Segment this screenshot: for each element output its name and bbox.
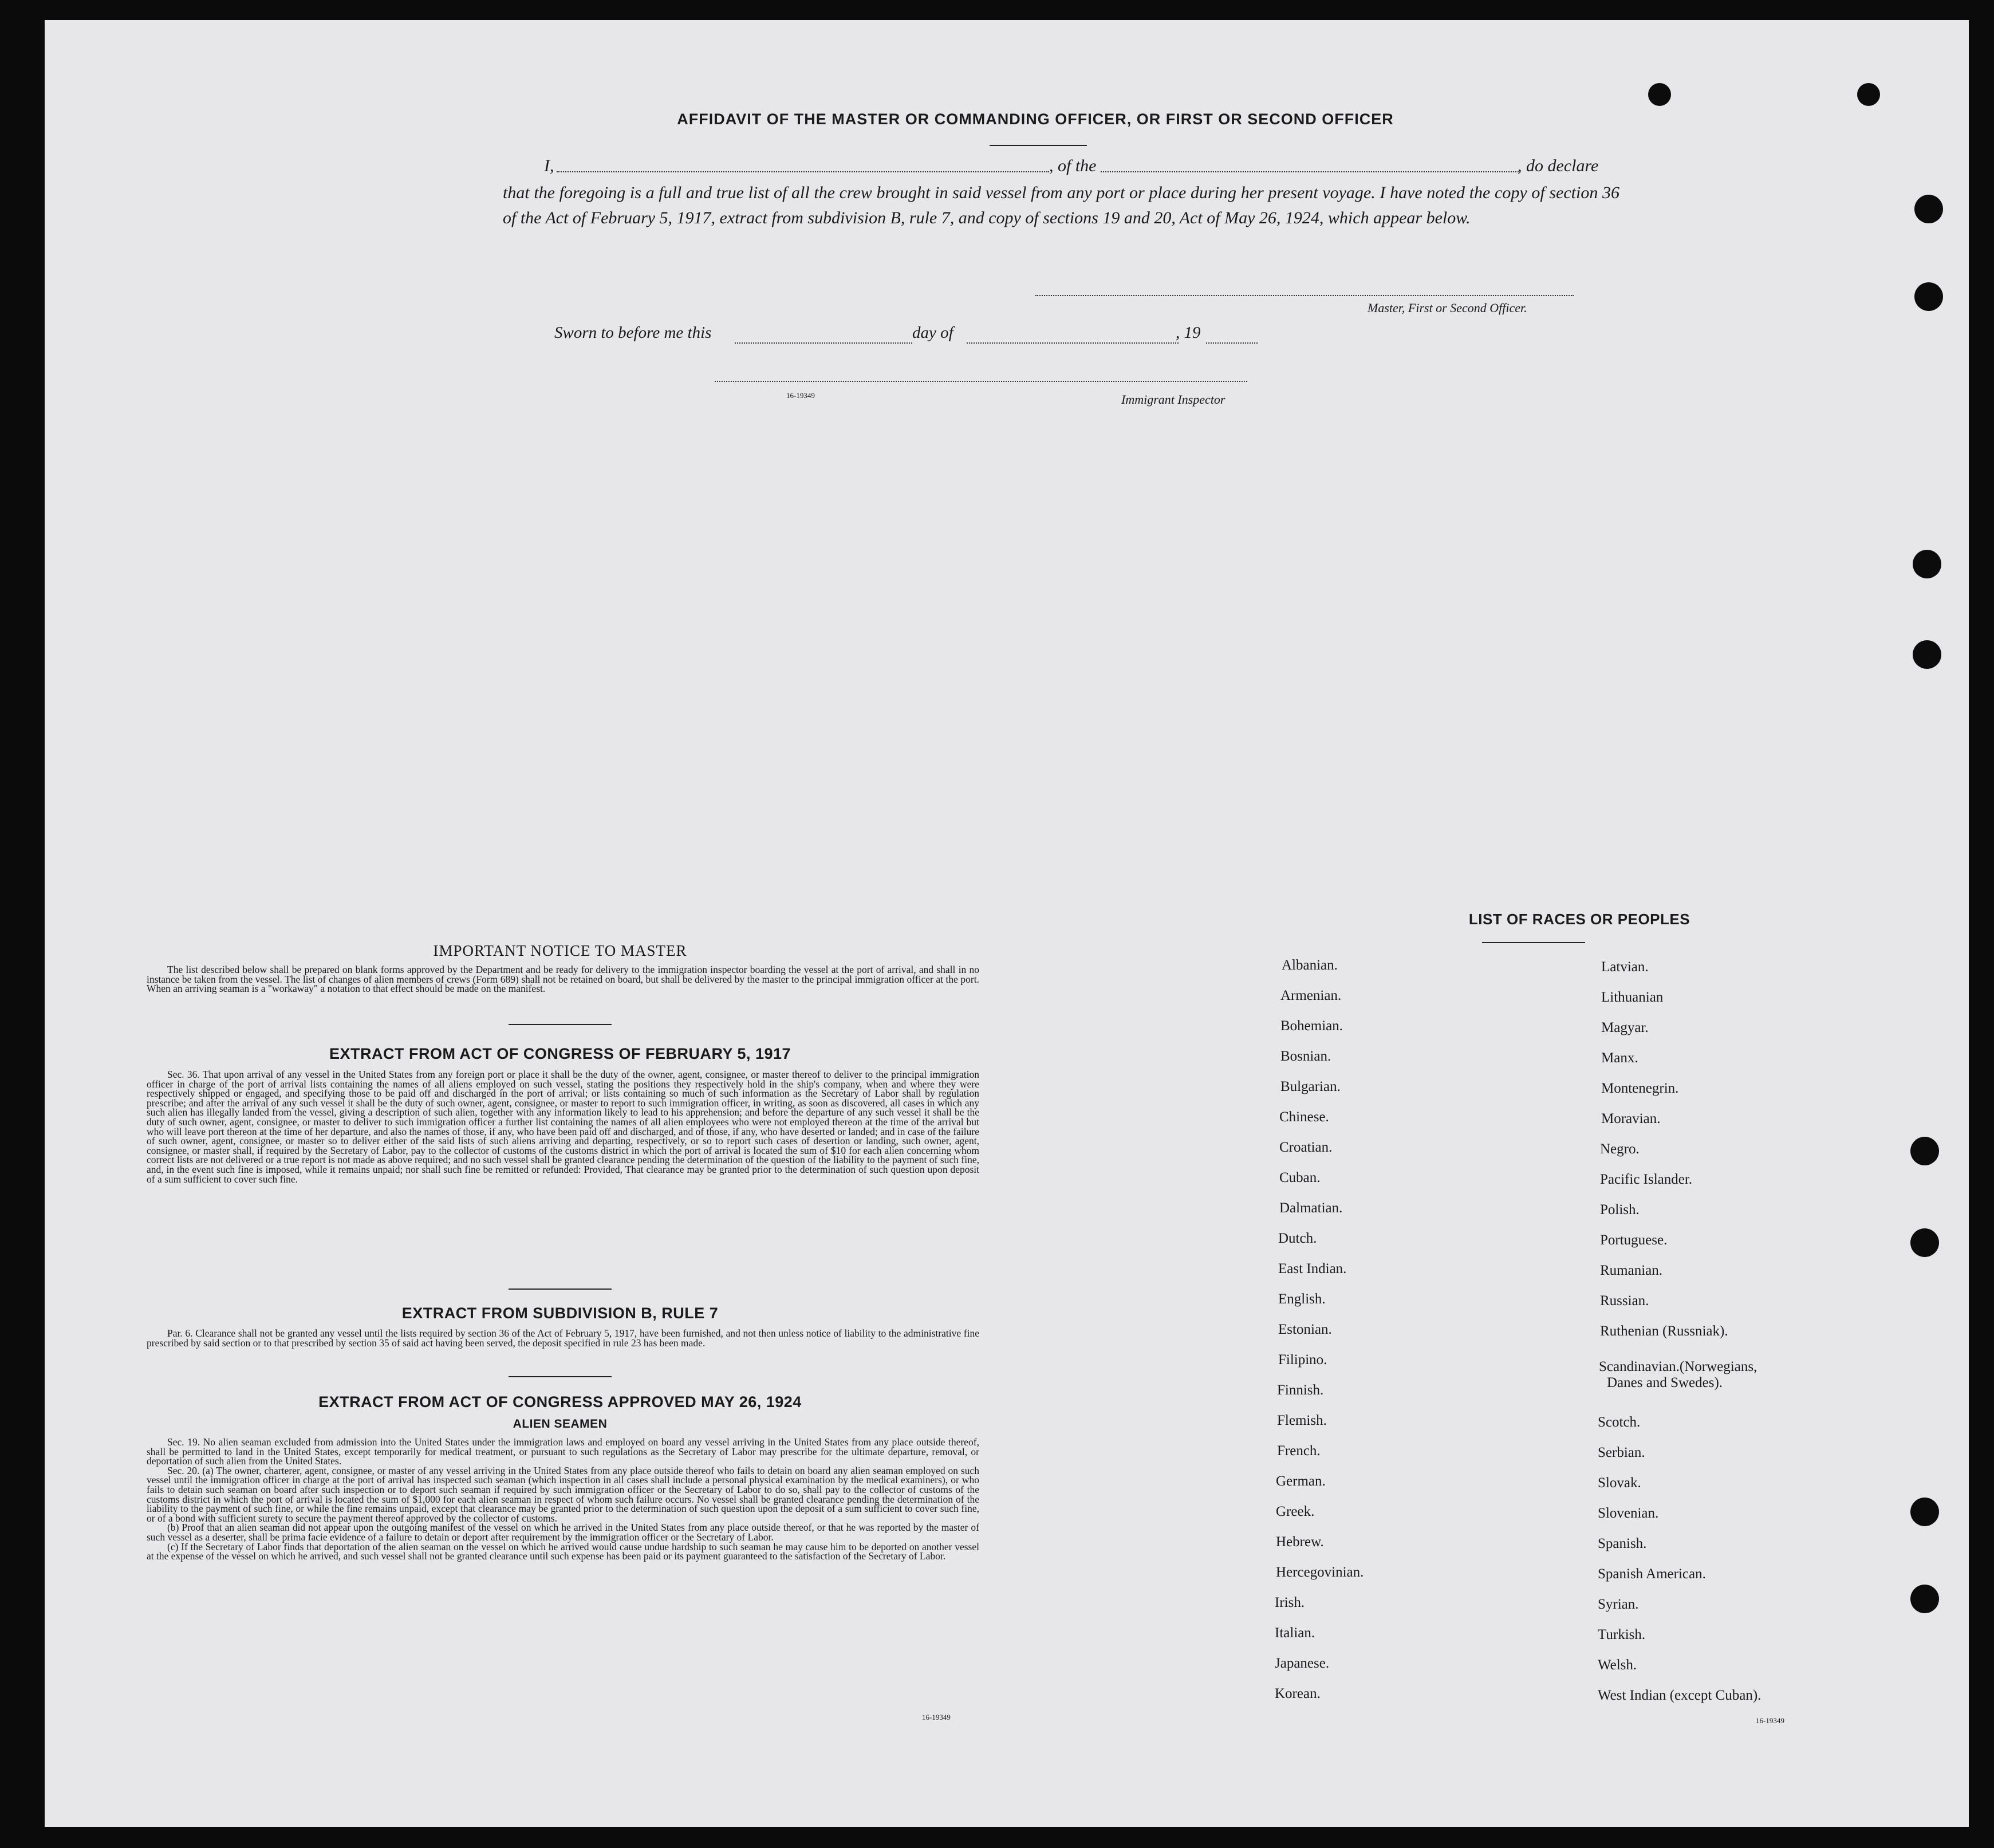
binder-hole [1914,282,1943,311]
race-item: Italian. [1275,1625,1315,1641]
race-item: Manx. [1601,1050,1638,1066]
binder-hole [1910,1137,1939,1165]
binder-hole [1857,83,1880,106]
race-item: Ruthenian (Russniak). [1600,1323,1728,1339]
race-item: Danes and Swedes). [1607,1375,1723,1390]
title-divider [990,145,1087,146]
race-item: Hebrew. [1276,1534,1324,1550]
sworn-month-field[interactable] [967,342,1179,344]
race-item: Welsh. [1598,1657,1637,1673]
race-item: West Indian (except Cuban). [1598,1688,1762,1703]
section-divider [509,1289,612,1290]
race-item: Magyar. [1601,1020,1649,1035]
race-item: Turkish. [1598,1627,1646,1642]
binder-hole [1913,640,1941,669]
race-item: Greek. [1276,1504,1315,1519]
binder-hole [1914,195,1943,223]
binder-hole [1648,83,1671,106]
inspector-signature-field[interactable] [715,381,1247,382]
race-item: Croatian. [1279,1140,1333,1155]
binder-hole [1910,1498,1939,1526]
vessel-name-field[interactable] [1101,171,1519,172]
race-item: Bohemian. [1280,1018,1343,1034]
race-item: Dutch. [1278,1231,1317,1246]
race-item: Moravian. [1601,1111,1661,1126]
race-item: Scandinavian.(Norwegians, [1599,1359,1757,1374]
sworn-label: Sworn to before me this [554,324,712,342]
inspector-label: Immigrant Inspector [1121,392,1225,407]
race-item: Irish. [1275,1595,1305,1610]
binder-hole [1913,550,1941,578]
officer-signature-field[interactable] [1035,295,1574,296]
race-item: Spanish. [1598,1536,1647,1551]
section-divider [509,1024,612,1025]
section-divider [509,1376,612,1377]
sec-20a-paragraph: Sec. 20. (a) The owner, charterer, agent, consignee, or master of any vessel arriving in the United States from any place outside thereof who fails to detain on board any alien seaman employed on such vessel until the immigration officer in charge at the port of arrival has inspected such seaman (which inspection in all cases shall include a personal physical examination by the medical examiners), or who fails to detain such seaman on board after such inspection or to deport such seaman if required by such immigration officer or the Secretary of Labor to do so, shall pay to the collector of customs of the customs district in which the port of arrival is located the sum of $1,000 for each alien seaman in respect of whom such failure occurs. No vessel shall be granted clearance pending the determination of the liability to the payment of such fine, or while the fine remains unpaid, except that clearance may be granted prior to the determination of such question upon the deposit of a sum sufficient to cover such fine, or of a bond with sufficient surety to secure the payment thereof approved by the collector of customs. [147,1464,979,1524]
form-number: 16-19349 [786,391,815,400]
race-item: Cuban. [1279,1170,1321,1185]
race-item: Armenian. [1280,988,1342,1003]
declarant-name-field[interactable] [557,171,1049,172]
race-item: Rumanian. [1600,1263,1663,1278]
race-item: English. [1278,1291,1326,1307]
race-item: Montenegrin. [1601,1081,1679,1096]
race-item: Filipino. [1278,1352,1327,1368]
notice-text [147,965,979,994]
act-1917-text [147,1070,979,1184]
race-item: Flemish. [1277,1413,1327,1428]
race-item: Estonian. [1278,1322,1332,1337]
form-number: 16-19349 [1756,1716,1784,1725]
race-item: Serbian. [1598,1445,1645,1460]
signature-label: Master, First or Second Officer. [1368,301,1527,315]
act-1917-title: EXTRACT FROM ACT OF CONGRESS OF FEBRUARY 5, 1917 [329,1045,791,1062]
race-item: Japanese. [1275,1656,1330,1671]
par-6-paragraph: Par. 6. Clearance shall not be granted any vessel until the lists required by section 36 of the Act of February 5, 1917, have been furnished, and not then unless notice of liability to the administrative fine prescribed by said section or to that prescribed by section 35 of said act having been served, the deposit specified in rule 23 has been made. [147,1327,979,1349]
race-item: French. [1277,1443,1321,1459]
sworn-line [554,324,711,342]
race-item: Portuguese. [1600,1232,1668,1248]
race-item: Slovenian. [1598,1506,1659,1521]
sec-20b-paragraph: (b) Proof that an alien seaman did not appear upon the outgoing manifest of the vessel on which he arrived in the United States from any place outside thereof, or that he was reported by the master of such vessel as a deserter, shall be prima facie evidence of a failure to detain or deport after requirement by the immigration officer or the Secretary of Labor. [147,1522,979,1543]
year-label: , 19 [1176,324,1201,342]
race-item: Russian. [1600,1293,1649,1309]
race-item: Finnish. [1277,1382,1324,1398]
race-item: Lithuanian [1601,990,1664,1005]
title-divider [1482,942,1585,943]
races-title: LIST OF RACES OR PEOPLES [1468,911,1690,928]
race-item: Polish. [1600,1202,1640,1217]
sec-19-paragraph: Sec. 19. No alien seaman excluded from admission into the United States under the immigration laws and employed on board any vessel arriving in the United States from any place outside thereof, shall be permitted to land in the United States, except temporarily for medical treatment, or pursuant to such regulations as the Secretary of Labor may prescribe for the ultimate departure, removal, or deportation of such alien from the United States. [147,1436,979,1467]
race-item: Dalmatian. [1279,1200,1343,1216]
affidavit-title: AFFIDAVIT OF THE MASTER OR COMMANDING OFFICER, OR FIRST OR SECOND OFFICER [677,111,1394,128]
race-item: Korean. [1275,1686,1321,1701]
race-item: Chinese. [1279,1109,1329,1125]
vessel-label: , of the [1049,156,1097,175]
form-number: 16-19349 [922,1713,951,1721]
race-item: German. [1276,1473,1326,1489]
race-item: Negro. [1600,1141,1640,1157]
sworn-year-field[interactable] [1206,342,1258,344]
notice-title: IMPORTANT NOTICE TO MASTER [433,942,687,959]
affidavit-statement: that the foregoing is a full and true list of all the crew brought in said vessel from any port or place during her present voyage. I have noted the copy of section 36 of the Act of February 5, 1917, extract from subdivision B, rule 7, and copy of sections 19 and 20, Act of May 26, 1924, which appear below. [503,183,1619,227]
declare-label: , do declare [1518,156,1599,175]
race-item: Bosnian. [1280,1049,1331,1064]
binder-hole [1910,1228,1939,1257]
race-item: Hercegovinian. [1276,1565,1364,1580]
rule-7-text [147,1329,979,1347]
sec-20c-paragraph: (c) If the Secretary of Labor finds that deportation of the alien seaman on the vessel on which he arrived would cause undue hardship to such seaman he may cause him to be deported on another vessel at the expense of the vessel on which he arrived, and such vessel shall not be granted clearance until such expense has been paid or its payment guaranteed to the satisfaction of the Secretary of Labor. [147,1540,979,1562]
race-item: Albanian. [1282,958,1338,973]
race-item: Pacific Islander. [1600,1172,1693,1187]
document-page [45,20,1969,1827]
race-item: Slovak. [1598,1475,1641,1491]
rule-7-title: EXTRACT FROM SUBDIVISION B, RULE 7 [401,1305,719,1322]
act-1924-title: EXTRACT FROM ACT OF CONGRESS APPROVED MAY 26, 1924 [318,1393,802,1410]
race-item: Latvian. [1601,959,1649,975]
binder-hole [1910,1585,1939,1613]
day-of-label: day of [912,324,953,342]
race-item: Spanish American. [1598,1566,1706,1582]
race-item: Scotch. [1598,1414,1641,1430]
alien-seamen-subtitle: ALIEN SEAMEN [513,1417,608,1431]
race-item: Bulgarian. [1280,1079,1341,1094]
race-item: East Indian. [1278,1261,1347,1276]
declarant-label: I, [544,156,554,175]
sec-36-paragraph: Sec. 36. That upon arrival of any vessel in the United States from any foreign port or place it shall be the duty of the owner, agent, consignee, or master thereof to deliver to the principal immigration officer in charge of the port of arrival lists containing the names of all aliens employed on such vessel, stating the positions they respectively hold in the ship's company, when and where they were respectively shipped or engaged, and specifying those to be paid off and discharged in the port of arrival; or lists containing so much of such information as the Secretary of Labor shall by regulation prescribe; and after the arrival of any such vessel it shall be the duty of such owner, agent, consignee, or master to report to such immigration officer, in writing, as soon as discovered, all cases in which any such alien has illegally landed from the vessel, giving a description of such alien, together with any information likely to lead to his apprehension; and before the departure of any such vessel it shall be the duty of such owner, agent, consignee, or master to deliver to such immigration officer a further list containing the names of all alien employees who were not employed thereon at the time of the arrival but who will leave port thereon at the time of her departure, and also the names of those, if any, who have been paid off and discharged, and of those, if any, who have deserted or landed; and in case of the failure of such owner, agent, consignee, or master so to deliver either of the said lists of such aliens arriving and departing, respectively, or so to report such cases of desertion or landing, such owner, agent, consignee, or master shall, if required by the Secretary of Labor, pay to the collector of customs of the customs district in which the port of arrival is located the sum of $10 for each alien concerning whom correct lists are not delivered or a true report is not made as above required; and no such vessel shall be granted clearance pending the determination of the question of the liability to the payment of such fine, and, in the event such fine is imposed, while it remains unpaid; nor shall such fine be remitted or refunded: Provided, That clearance may be granted prior to the determination of such question upon deposit of a sum sufficient to cover such fine. [147,1069,979,1185]
sworn-day-field[interactable] [735,342,912,344]
notice-paragraph: The list described below shall be prepared on blank forms approved by the Department and be ready for delivery to the immigration inspector boarding the vessel at the port of arrival, and shall in no instance be taken from the vessel. The list of changes of alien members of crews (Form 689) shall not be retained on board, but shall be delivered by the master to the principal immigration officer at the port. When an arriving seaman is a "workaway" a notation to that effect should be made on the manifest. [147,964,979,995]
race-item: Syrian. [1598,1597,1639,1612]
act-1924-text [147,1437,979,1561]
